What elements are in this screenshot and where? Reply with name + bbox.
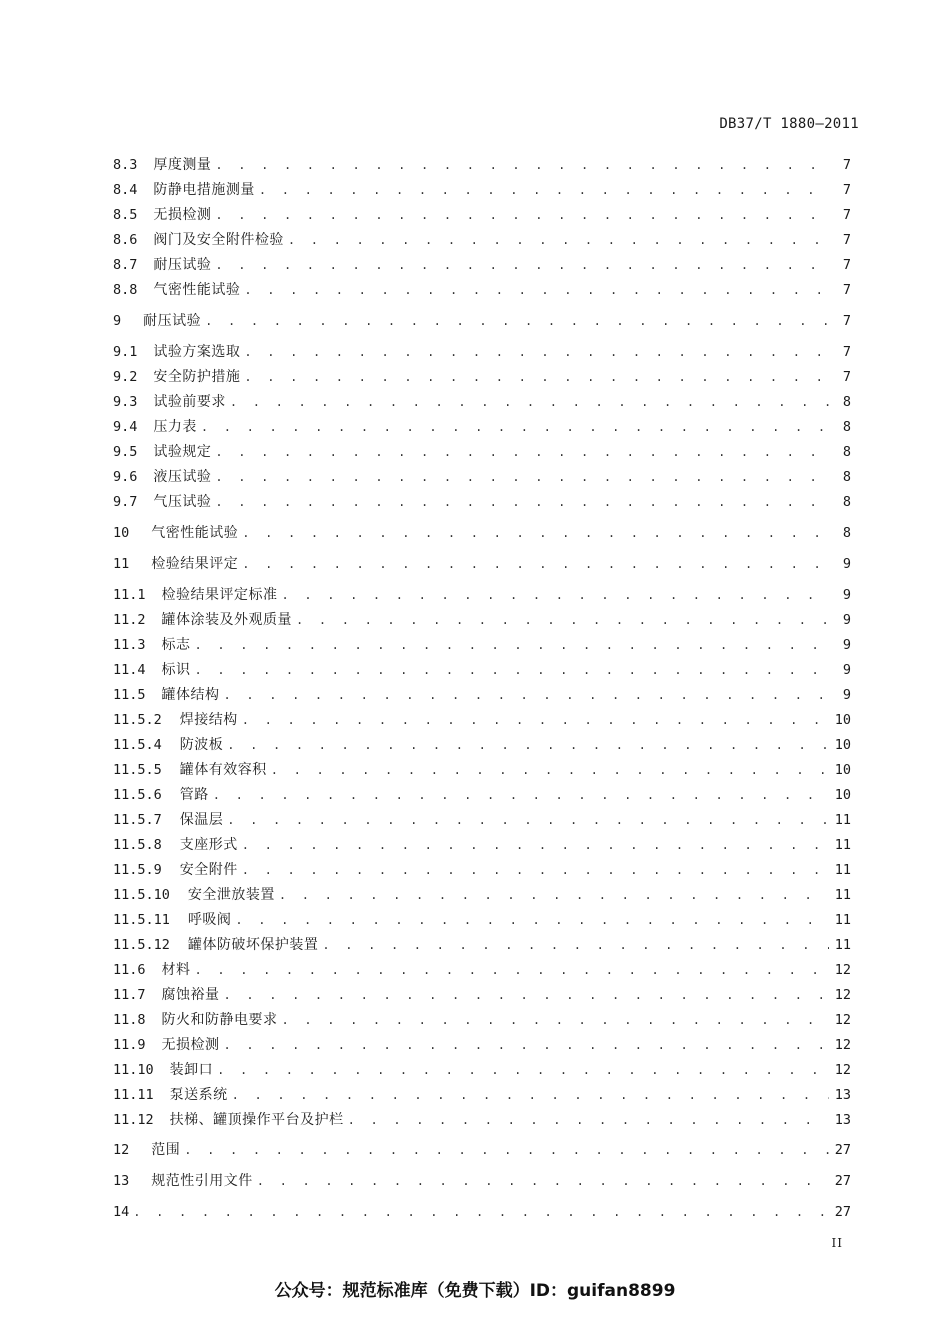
toc-entry-number: 11.5.7	[113, 812, 162, 828]
toc-dot-leader	[271, 759, 829, 781]
toc-entry-number: 9.7	[113, 494, 138, 510]
toc-entry[interactable]	[113, 709, 851, 731]
toc-entry[interactable]	[113, 522, 851, 544]
toc-entry-title: 安全附件	[179, 862, 238, 878]
toc-entry-title: 标识	[161, 662, 191, 678]
toc-entry[interactable]	[113, 959, 851, 981]
toc-entry[interactable]	[113, 1109, 851, 1131]
toc-dot-leader	[215, 466, 829, 488]
toc-entry-page: 12	[834, 1037, 851, 1053]
toc-dot-leader	[322, 934, 828, 956]
toc-entry[interactable]	[113, 1059, 851, 1081]
toc-dot-leader	[282, 1009, 829, 1031]
toc-entry[interactable]	[113, 1170, 851, 1192]
toc-entry-number: 11.8	[113, 1012, 146, 1028]
toc-entry-title: 防静电措施测量	[153, 182, 255, 198]
watermark-text: 公众号：规范标准库（免费下载）ID：guifan8899	[274, 1281, 676, 1301]
toc-entry-title: 气密性能试验	[151, 525, 239, 541]
toc-dot-leader	[279, 884, 829, 906]
toc-dot-leader	[215, 441, 829, 463]
toc-dot-leader	[215, 254, 829, 276]
toc-dot-leader	[195, 959, 829, 981]
toc-dot-leader	[288, 229, 829, 251]
toc-entry-number: 12	[113, 1142, 130, 1158]
toc-entry[interactable]	[113, 909, 851, 931]
toc-entry-page: 12	[834, 987, 851, 1003]
toc-entry-title: 安全泄放装置	[187, 887, 275, 903]
toc-entry-title: 扶梯、罐顶操作平台及护栏	[169, 1112, 344, 1128]
toc-entry-number: 13	[113, 1173, 130, 1189]
toc-entry-title: 试验规定	[153, 444, 212, 460]
toc-dot-leader	[205, 310, 829, 332]
toc-dot-leader	[282, 584, 829, 606]
toc-entry-page: 7	[842, 369, 851, 385]
toc-entry[interactable]	[113, 310, 851, 332]
toc-dot-leader	[230, 391, 829, 413]
toc-entry[interactable]	[113, 1201, 851, 1223]
toc-entry-number: 9	[113, 313, 122, 329]
toc-entry-page: 7	[842, 182, 851, 198]
toc-entry-title: 装卸口	[169, 1062, 214, 1078]
toc-dot-leader	[215, 491, 829, 513]
toc-entry-page: 10	[834, 787, 851, 803]
toc-entry-title: 焊接结构	[179, 712, 238, 728]
toc-entry-page: 7	[842, 257, 851, 273]
toc-entry-page: 8	[842, 419, 851, 435]
toc-entry-page: 9	[842, 612, 851, 628]
toc-entry-number: 11.7	[113, 987, 146, 1003]
toc-dot-leader	[224, 984, 829, 1006]
toc-entry[interactable]	[113, 934, 851, 956]
toc-entry-page: 9	[842, 556, 851, 572]
toc-entry-title: 试验前要求	[153, 394, 226, 410]
toc-entry-title: 检验结果评定标准	[161, 587, 278, 603]
toc-entry-page: 12	[834, 962, 851, 978]
page-number: II	[831, 1236, 843, 1250]
toc-entry-number: 10	[113, 525, 130, 541]
toc-dot-leader	[242, 522, 829, 544]
toc-entry-number: 11.5.12	[113, 937, 170, 953]
toc-entry-title: 检验结果评定	[151, 556, 239, 572]
toc-entry[interactable]	[113, 984, 851, 1006]
toc-entry-title: 罐体防破坏保护装置	[187, 937, 319, 953]
toc-entry-title: 支座形式	[179, 837, 238, 853]
toc-entry-number: 9.3	[113, 394, 138, 410]
toc-dot-leader	[244, 366, 829, 388]
toc-entry-title: 管路	[179, 787, 209, 803]
toc-entry-page: 8	[842, 394, 851, 410]
toc-entry-title: 罐体结构	[161, 687, 220, 703]
toc-entry-number: 9.5	[113, 444, 138, 460]
toc-entry-page: 8	[842, 469, 851, 485]
toc-entry-title: 呼吸阀	[187, 912, 232, 928]
toc-entry-number: 8.7	[113, 257, 138, 273]
toc-entry-page: 11	[834, 937, 851, 953]
toc-dot-leader	[242, 709, 829, 731]
toc-dot-leader	[348, 1109, 829, 1131]
toc-entry-title: 厚度测量	[153, 157, 212, 173]
toc-entry-page: 8	[842, 494, 851, 510]
toc-entry[interactable]	[113, 553, 851, 575]
toc-entry-number: 8.3	[113, 157, 138, 173]
toc-entry[interactable]	[113, 1139, 851, 1161]
toc-entry[interactable]	[113, 809, 851, 831]
toc-dot-leader	[242, 859, 829, 881]
toc-entry-number: 14	[113, 1204, 130, 1220]
toc-entry-number: 8.4	[113, 182, 138, 198]
toc-entry-page: 11	[834, 837, 851, 853]
toc-entry-number: 8.8	[113, 282, 138, 298]
toc-dot-leader	[259, 179, 829, 201]
toc-entry-title: 气密性能试验	[153, 282, 241, 298]
toc-entry-title: 保温层	[179, 812, 224, 828]
toc-dot-leader	[195, 659, 829, 681]
toc-entry-number: 11.2	[113, 612, 146, 628]
toc-entry-number: 11.5.11	[113, 912, 170, 928]
toc-entry-number: 11.6	[113, 962, 146, 978]
toc-entry-number: 11.3	[113, 637, 146, 653]
toc-dot-leader	[213, 784, 829, 806]
toc-entry-number: 11.4	[113, 662, 146, 678]
toc-entry-number: 9.4	[113, 419, 138, 435]
toc-entry-page: 7	[842, 232, 851, 248]
toc-dot-leader	[242, 834, 829, 856]
toc-entry[interactable]	[113, 859, 851, 881]
toc-entry-page: 8	[842, 444, 851, 460]
toc-entry-title: 安全防护措施	[153, 369, 241, 385]
toc-entry-title: 无损检测	[161, 1037, 220, 1053]
toc-entry-title: 耐压试验	[143, 313, 202, 329]
toc-entry[interactable]	[113, 659, 851, 681]
toc-entry-number: 9.1	[113, 344, 138, 360]
toc-entry-title: 试验方案选取	[153, 344, 241, 360]
toc-dot-leader	[244, 279, 829, 301]
toc-entry[interactable]	[113, 204, 851, 226]
toc-entry-page: 7	[842, 313, 851, 329]
toc-entry-number: 8.5	[113, 207, 138, 223]
toc-entry-number: 11.5.10	[113, 887, 170, 903]
toc-entry-number: 11	[113, 556, 130, 572]
toc-entry-page: 13	[834, 1112, 851, 1128]
toc-entry-number: 11.5.5	[113, 762, 162, 778]
toc-entry[interactable]	[113, 1084, 851, 1106]
toc-entry[interactable]	[113, 391, 851, 413]
toc-dot-leader	[296, 609, 829, 631]
toc-entry[interactable]	[113, 416, 851, 438]
toc-entry-number: 11.9	[113, 1037, 146, 1053]
toc-entry[interactable]	[113, 229, 851, 251]
toc-entry[interactable]	[113, 584, 851, 606]
toc-entry-title: 范围	[151, 1142, 181, 1158]
toc-dot-leader	[224, 1034, 829, 1056]
toc-entry-number: 11.5.8	[113, 837, 162, 853]
toc-entry-title: 罐体有效容积	[179, 762, 267, 778]
toc-entry[interactable]	[113, 466, 851, 488]
toc-dot-leader	[242, 553, 829, 575]
toc-entry[interactable]	[113, 884, 851, 906]
toc-dot-leader	[232, 1084, 829, 1106]
toc-entry-number: 11.5.6	[113, 787, 162, 803]
toc-entry[interactable]	[113, 179, 851, 201]
toc-dot-leader	[217, 1059, 829, 1081]
toc-entry[interactable]	[113, 441, 851, 463]
toc-entry[interactable]	[113, 834, 851, 856]
toc-dot-leader	[215, 204, 829, 226]
toc-entry[interactable]	[113, 366, 851, 388]
toc-entry-title: 规范性引用文件	[151, 1173, 253, 1189]
toc-entry-title: 无损检测	[153, 207, 212, 223]
toc-dot-leader	[201, 416, 829, 438]
toc-entry-page: 7	[842, 282, 851, 298]
toc-entry-page: 13	[834, 1087, 851, 1103]
toc-entry-number: 8.6	[113, 232, 138, 248]
toc-entry-page: 27	[834, 1142, 851, 1158]
toc-entry-page: 27	[834, 1173, 851, 1189]
toc-entry-page: 9	[842, 587, 851, 603]
toc-entry-title: 防火和防静电要求	[161, 1012, 278, 1028]
toc-entry-page: 12	[834, 1062, 851, 1078]
toc-entry[interactable]	[113, 154, 851, 176]
toc-dot-leader	[227, 809, 828, 831]
toc-dot-leader	[224, 684, 829, 706]
toc-entry[interactable]	[113, 684, 851, 706]
toc-entry-title: 腐蚀裕量	[161, 987, 220, 1003]
toc-dot-leader	[133, 1201, 828, 1223]
toc-dot-leader	[184, 1139, 828, 1161]
toc-entry-page: 8	[842, 525, 851, 541]
toc-dot-leader	[227, 734, 828, 756]
toc-entry-title: 泵送系统	[169, 1087, 228, 1103]
toc-entry-title: 耐压试验	[153, 257, 212, 273]
toc-entry-number: 11.5.2	[113, 712, 162, 728]
toc-dot-leader	[235, 909, 828, 931]
toc-entry-title: 气压试验	[153, 494, 212, 510]
toc-entry[interactable]	[113, 609, 851, 631]
toc-dot-leader	[215, 154, 829, 176]
toc-entry-number: 11.11	[113, 1087, 154, 1103]
toc-dot-leader	[257, 1170, 829, 1192]
toc-entry-page: 9	[842, 637, 851, 653]
toc-entry-title: 阀门及安全附件检验	[153, 232, 284, 248]
toc-entry-title: 液压试验	[153, 469, 212, 485]
toc-entry-page: 9	[842, 687, 851, 703]
toc-entry-title: 压力表	[153, 419, 197, 435]
toc-entry[interactable]	[113, 734, 851, 756]
toc-entry-page: 10	[834, 737, 851, 753]
toc-entry-page: 10	[834, 712, 851, 728]
toc-entry-title: 标志	[161, 637, 191, 653]
toc-entry-title: 材料	[161, 962, 191, 978]
toc-entry-page: 7	[842, 344, 851, 360]
toc-entry-number: 11.10	[113, 1062, 154, 1078]
toc-entry-page: 11	[834, 812, 851, 828]
toc-entry-number: 11.5	[113, 687, 146, 703]
toc-entry-page: 11	[834, 862, 851, 878]
toc-entry-page: 11	[834, 887, 851, 903]
toc-dot-leader	[244, 341, 829, 363]
toc-entry[interactable]	[113, 1034, 851, 1056]
toc-entry-number: 11.5.9	[113, 862, 162, 878]
toc-entry-page: 27	[834, 1204, 851, 1220]
toc-dot-leader	[195, 634, 829, 656]
toc-entry[interactable]	[113, 759, 851, 781]
toc-entry-page: 7	[842, 157, 851, 173]
toc-entry[interactable]	[113, 1009, 851, 1031]
document-code: DB37/T 1880—2011	[719, 116, 859, 132]
toc-entry-number: 9.6	[113, 469, 138, 485]
toc-entry-number: 9.2	[113, 369, 138, 385]
toc-entry[interactable]	[113, 784, 851, 806]
toc-entry-page: 9	[842, 662, 851, 678]
toc-entry-number: 11.12	[113, 1112, 154, 1128]
toc-entry-title: 防波板	[179, 737, 224, 753]
toc-entry[interactable]	[113, 254, 851, 276]
toc-entry-title: 罐体涂装及外观质量	[161, 612, 293, 628]
toc-entry-page: 10	[834, 762, 851, 778]
toc-entry-number: 11.1	[113, 587, 146, 603]
toc-entry-page: 7	[842, 207, 851, 223]
toc-entry-number: 11.5.4	[113, 737, 162, 753]
toc-entry[interactable]	[113, 341, 851, 363]
toc-entry[interactable]	[113, 279, 851, 301]
toc-entry[interactable]	[113, 634, 851, 656]
toc-entry-page: 12	[834, 1012, 851, 1028]
toc-entry[interactable]	[113, 491, 851, 513]
toc-entry-page: 11	[834, 912, 851, 928]
